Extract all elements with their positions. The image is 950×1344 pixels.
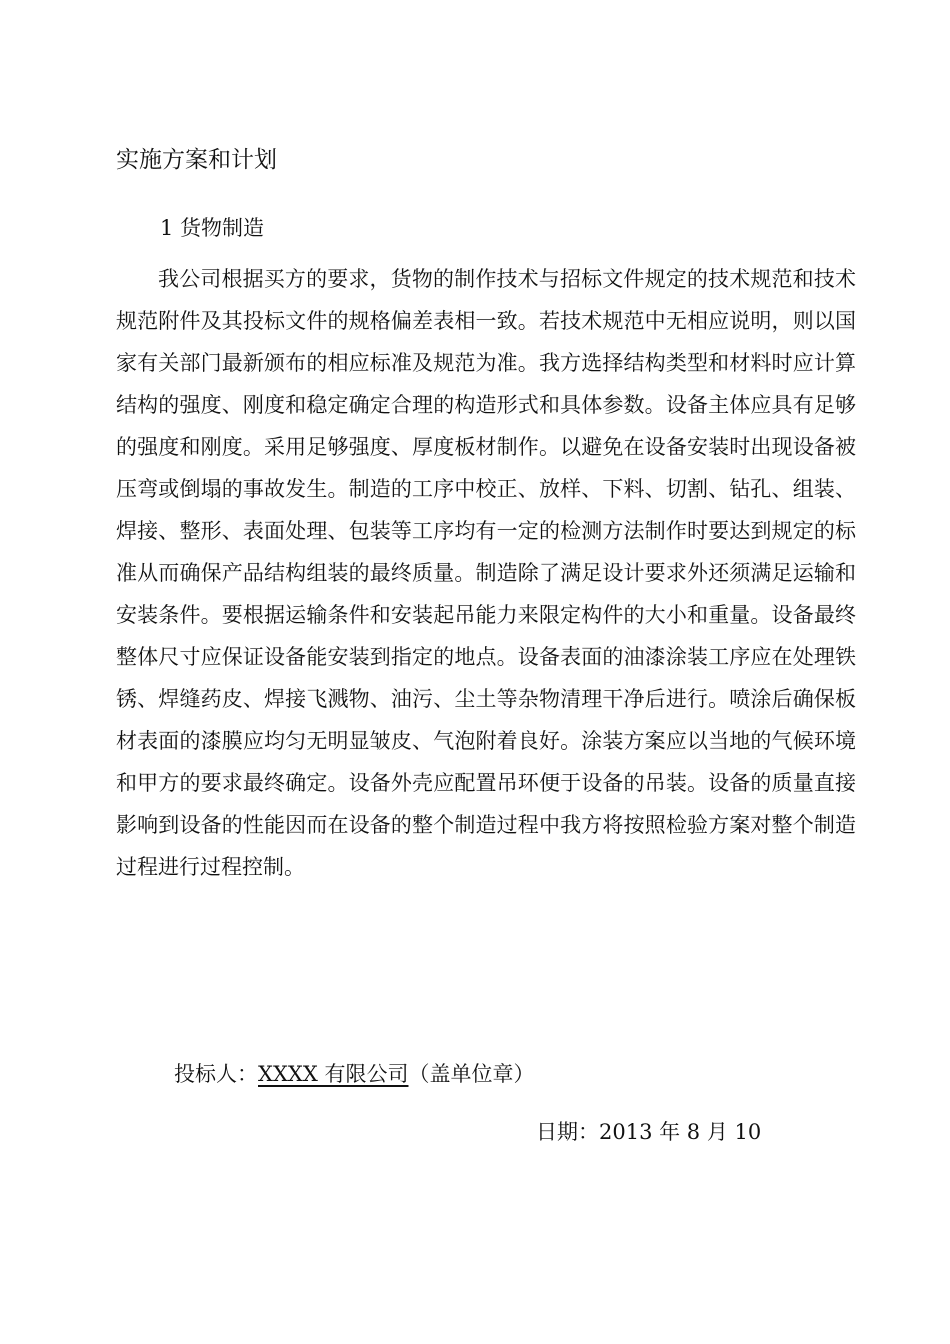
document-title: 实施方案和计划 [116, 147, 277, 173]
bidder-seal-note: （盖单位章） [408, 1062, 535, 1086]
date-label: 日期： [536, 1120, 599, 1144]
body-paragraph: 我公司根据买方的要求，货物的制作技术与招标文件规定的技术规范和技术规范附件及其投标文件的规格偏差表相一致。若技术规范中无相应说明，则以国家有关部门最新颁布的相应标准及规范为准。我方选择结构类型和材料时应计算结构的强度、刚度和稳定确定合理的构造形式和具体参数。设备主体应具有足够的强度和刚度。采用足够强度、厚度板材制作。以避免在设备安装时出现设备被压弯或倒塌的事故发生。制造的工序中校正、放样、下料、切割、钻孔、组装、焊接、整形、表面处理、包装等工序均有一定的检测方法制作时要达到规定的标准从而确保产品结构组装的最终质量。制造除了满足设计要求外还须满足运输和安装条件。要根据运输条件和安装起吊能力来限定构件的大小和重量。设备最终整体尺寸应保证设备能安装到指定的地点。设备表面的油漆涂装工序应在处理铁锈、焊缝药皮、焊接飞溅物、油污、尘土等杂物清理干净后进行。喷涂后确保板材表面的漆膜应均匀无明显皱皮、气泡附着良好。涂装方案应以当地的气候环境和甲方的要求最终确定。设备外壳应配置吊环便于设备的吊装。设备的质量直接影响到设备的性能因而在设备的整个制造过程中我方将按照检验方案对整个制造过程进行过程控制。 [116, 267, 856, 879]
date-line [536, 1114, 761, 1150]
section-heading: 1 货物制造 [160, 216, 265, 240]
date-value: 2013 年 8 月 10 [599, 1120, 762, 1144]
bidder-company: XXXX 有限公司 [258, 1062, 409, 1086]
bidder-label: 投标人： [174, 1062, 258, 1086]
bidder-line [174, 1056, 534, 1092]
